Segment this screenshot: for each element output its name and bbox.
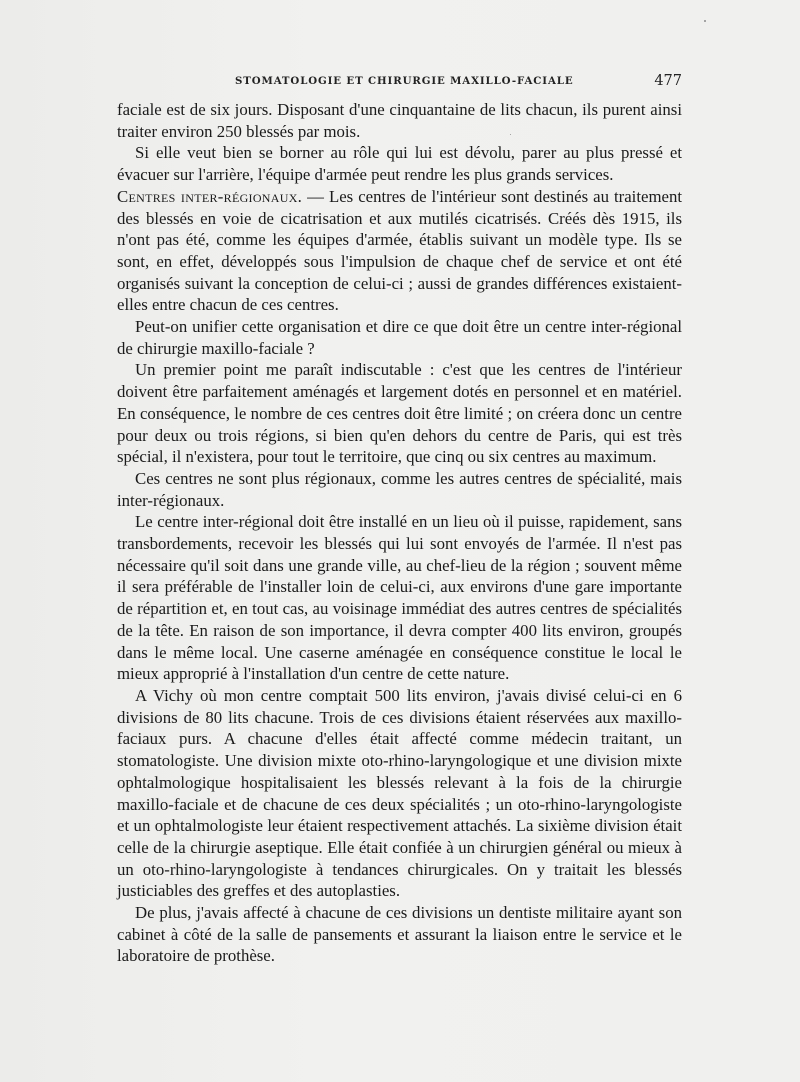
section-heading: Centres inter-régionaux. [117, 186, 303, 206]
paragraph-equipe-armee: Si elle veut bien se borner au rôle qui lui est dévolu, parer au plus pressé et évacuer sur l'arrière, l'équipe d'armée peut rendre les plus grands services. [117, 143, 682, 185]
section-heading-text: — Les centres de l'intérieur sont destinés au traitement des blessés en voie de cicatrisation et aux mutilés cicatrisés. Créés dès 1915, ils n'ont pas été, comme les équipes d'armée, établis suivant un modèle type. Ils se sont, en effet, développés sous l'impulsion de chaque chef de service et ont été organisés suivant la conception de celui-ci ; aussi de grandes différences existaient-elles entre chacun de ces centres. [117, 186, 682, 315]
paragraph-dentiste: De plus, j'avais affecté à chacune de ces divisions un dentiste militaire ayant son cabinet à côté de la salle de pansements et assurant la liaison entre le service et le laboratoire de prothèse. [117, 903, 682, 966]
paper-speck [510, 134, 511, 135]
paragraph-unifier: Peut-on unifier cette organisation et dire ce que doit être un centre inter-régional de chirurgie maxillo-faciale ? [117, 317, 682, 358]
running-header [117, 73, 682, 95]
paragraph-premier-point: Un premier point me paraît indiscutable : c'est que les centres de l'intérieur doivent être parfaitement aménagés et largement dotés en personnel et en matériel. En conséquence, le nombre de ces centres doit être limité ; on créera donc un centre pour deux ou trois régions, si bien qu'en dehors du centre de Paris, qui est très spécial, il n'existera, pour tout le territoire, que cinq ou six centres au maximum. [117, 360, 682, 467]
paragraph-centres-inter-regionaux [117, 186, 682, 316]
body-text [117, 99, 682, 1039]
paragraph-vichy: A Vichy où mon centre comptait 500 lits environ, j'avais divisé celui-ci en 6 divisions de 80 lits chacune. Trois de ces divisions étaient réservées aux maxillo-faciaux purs. A chacune d'elles était affecté comme médecin traitant, un stomatologiste. Une division mixte oto-rhino-laryngologique et une division mixte ophtalmologique hospitalisaient les blessés relevant à la fois de la chirurgie maxillo-faciale et de chacune de ces deux spécialités ; un oto-rhino-laryngologiste et un ophtalmologiste leur étaient respectivement attachés. La sixième division était celle de la chirurgie aseptique. Elle était confiée à un chirurgien général ou mieux à un oto-rhino-laryngologiste à tendances chirurgicales. On y traitait les blessés justiciables des greffes et des autoplasties. [117, 685, 682, 901]
paragraph-regionaux: Ces centres ne sont plus régionaux, comme les autres centres de spécialité, mais inter-régionaux. [117, 468, 682, 510]
paragraph-continued: faciale est de six jours. Disposant d'une cinquantaine de lits chacun, ils purent ainsi traiter environ 250 blessés par mois. [117, 100, 682, 141]
paper-speck [704, 20, 706, 22]
paragraph-installation: Le centre inter-régional doit être installé en un lieu où il puisse, rapidement, sans transbordements, recevoir les blessés qui lui sont envoyés de l'armée. Il n'est pas nécessaire qu'il soit dans une grande ville, au chef-lieu de la région ; souvent même il sera préférable de l'installer loin de celui-ci, aux environs d'une gare importante de répartition et, en tout cas, au voisinage immédiat des autres centres de spécialités de la tête. En raison de son importance, il devra compter 400 lits environ, groupés dans le même local. Une caserne aménagée en conséquence constitue le local le mieux approprié à l'installation d'un centre de cette nature. [117, 512, 682, 684]
running-title: STOMATOLOGIE ET CHIRURGIE MAXILLO-FACIALE [235, 75, 574, 87]
page-number: 477 [654, 73, 682, 89]
